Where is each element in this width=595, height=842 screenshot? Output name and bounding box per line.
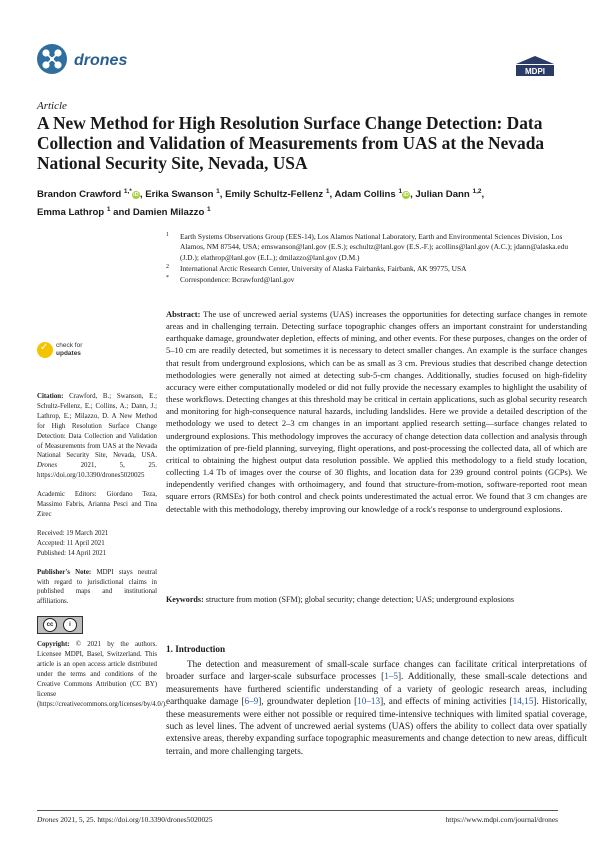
section-heading-introduction: 1. Introduction [166,644,226,654]
publisher-note: Publisher's Note: MDPI stays neutral with regard to jurisdictional claims in published maps and institutional affiliations. [37,568,157,606]
cc-by-license-icon[interactable]: cc i [37,616,83,634]
affiliation-item: 2 International Arctic Research Center, University of Alaska Fairbanks, Fairbank, AK 99775, USA [166,263,467,273]
keywords-text: structure from motion (SFM); global security; change detection; UAS; underground explosions [205,595,515,604]
svg-text:MDPI: MDPI [525,67,545,76]
citation-block: Citation: Crawford, B.; Swanson, E.; Schultz-Fellenz, E.; Collins, A.; Dann, J.; Lathrop, E.; Milazzo, D. A New Method for High Resolution Surface Change Detection: Data Collection and Validation of Measurements from UAS at the Nevada National Security Site, Nevada, USA. Drones 2021, 5, 25. https://doi.org/10.3390/drones5020025 [37,393,157,480]
drone-journal-icon [37,44,67,74]
copyright-block: Copyright: © 2021 by the authors. Licensee MDPI, Basel, Switzerland. This article is an open access article distributed under the terms and conditions of the Creative Commons Attribution (CC BY) license (https://creativecommons.org/licenses/by/4.0/). [37,641,167,708]
editors-block: Academic Editors: Giordano Teza, Massimo Fabris, Arianna Pesci and Tina Zirec [37,491,157,518]
received-date: Received: 19 March 2021 [37,529,109,537]
author[interactable]: Emma Lathrop $^1$ [37,205,111,218]
reference-link[interactable]: 10–13 [357,696,381,707]
journal-logo-icon [37,44,67,74]
reference-link[interactable]: 1–5 [384,671,398,682]
author[interactable]: Damien Milazzo $^1$ [132,205,211,218]
abstract [166,308,587,515]
introduction-paragraph: The detection and measurement of small-scale surface changes can facilitate critical interpretations of broader surface and larger-scale subsurface processes [1–5]. Additionally, these small-scale detections and measurements have furthered scientific understanding of a variety of geologic research areas, including earthquake damage [6–9], groundwater depletion [10–13], and effects of mining activities [14,15]. Historically, these measurements were either not possible or required time-intensive techniques with limited spatial coverage, such as level lines. The advent of uncrewed aerial systems (UAS) offers the ability to collect data over spatially extensive areas, thereby expanding surface topographic measurements and change detection to new areas, difficult terrain, and more challenging targets. [166,659,587,756]
checkmark-icon: ✓ [40,342,49,353]
footer-divider [37,810,558,811]
mdpi-logo [514,55,556,77]
abstract-text: The use of uncrewed aerial systems (UAS) increases the opportunities for detecting surface changes in remote areas and in challenging terrain. Detecting surface topographic changes offers an important constraint for understanding earthquake damage, groundwater depletion, effects of mining, and other events. For these purposes, changes on the order of 5–10 cm are readily detected, but sometimes it is necessary to detect smaller changes. An example is the surface changes that result from underground explosions, which can be as small as 3 cm. Previous studies that described change detection methodologies were generally not aimed at detecting sub-5-cm changes. Additionally, studies focused on high-fidelity accuracy were either computationally modeled or did not fully provide the necessary examples to highlight the usability of these workflows. Detecting changes at this threshold may be critical in certain applications, such as global security research and monitoring for high-consequence natural hazards, including landslides. Here we provide a detailed description of the methodology we used to detect 2–3 cm changes in an important applied research setting—surface changes related to underground explosions. This methodology improves the accuracy of change detection data collection and analysis through the optimization of pre-field planning, surveying, flight operations, and post-processing the collected data, all of which are critical to obtaining the highest output data resolution possible. We applied this methodology to a field study location, collecting 1.4 Tb of images over the course of 30 flights, and location data for 239 ground control points (GCPs). We independently verified changes with orthoimagery, and found that structure-from-motion, software-reported root mean square errors (RMSEs) for both control and check points underestimated the actual error. We found that 3 cm changes are detectable with this methodology, thereby improving our knowledge of a rock's response to underground explosions. [166,309,587,514]
abstract-label: Abstract: [166,309,201,319]
footer-journal-url[interactable]: https://www.mdpi.com/journal/drones [445,815,558,824]
author[interactable]: Brandon Crawford $^{1,*}$iD [37,188,139,200]
dates-block [37,529,157,559]
reference-link[interactable]: 14,15 [512,696,534,707]
keywords [166,595,587,604]
author[interactable]: Erika Swanson $^1$ [145,188,220,200]
citation-doi-link[interactable]: https://doi.org/10.3390/drones5020025 [37,472,145,480]
affiliations [166,232,572,286]
footer-citation: Drones 2021, 5, 25. https://doi.org/10.3390/drones5020025 [37,815,213,824]
journal-name: drones [74,52,128,69]
author[interactable]: Emily Schultz-Fellenz $^1$ [225,188,330,200]
affiliation-item: * Correspondence: Bcrawford@lanl.gov [166,275,295,285]
article-info-sidebar [37,392,167,719]
orcid-icon[interactable]: iD [403,192,409,198]
article-type: Article [37,100,67,112]
keywords-label: Keywords: [166,595,204,604]
author-list: Brandon Crawford $^{1,*}$iD, Erika Swanson $^1$, Emily Schultz-Fellenz $^1$, Adam Collins $^1$iD, Julian Dann $^{1,2}$, Emma Lathrop $^1$ and Damien Milazzo $^1$ [37,188,485,218]
author[interactable]: Julian Dann $^{1,2}$ [415,188,482,200]
author[interactable]: Adam Collins $^1$iD [334,188,409,200]
accepted-date: Accepted: 11 April 2021 [37,539,105,547]
orcid-icon[interactable]: iD [133,192,139,198]
reference-link[interactable]: 6–9 [244,696,259,707]
page-title: A New Method for High Resolution Surface Change Detection: Data Collection and Validation of Measurements from UAS at the Nevada National Security Site, Nevada, USA [37,113,545,173]
check-for-updates-button[interactable]: ✓ check for updates [37,340,97,364]
published-date: Published: 14 April 2021 [37,549,107,557]
affiliation-item: 1 Earth Systems Observations Group (EES-14), Los Alamos National Laboratory, Earth and Environmental Sciences Division, Los Alamos, NM 87544, USA; emswanson@lanl.gov (E.S.); eschultz@lanl.gov (E.S.-F.); acollins@lanl.gov (A.C.); jdann@alaska.edu (J.D.); elathrop@lanl.gov (E.L.); dmilazzo@lanl.gov (D.M.) [166,232,569,262]
